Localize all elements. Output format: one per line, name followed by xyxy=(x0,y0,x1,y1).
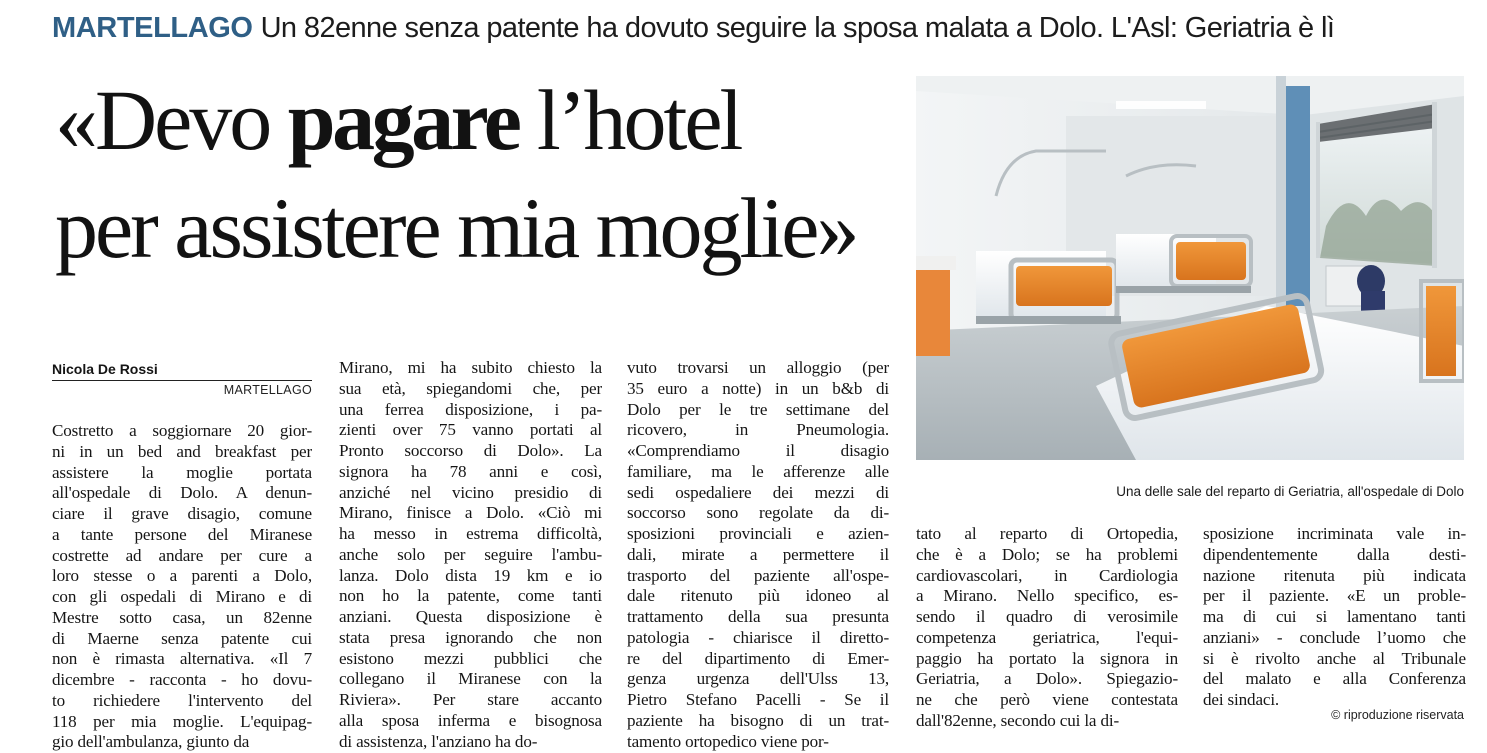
dateline: MARTELLAGO xyxy=(223,383,312,397)
headline-line-1 xyxy=(55,66,905,174)
article-column-5 xyxy=(1203,524,1466,711)
article-line: costrette ad andare per cure a xyxy=(52,545,312,565)
article-line: ricovero, in Pneumologia. xyxy=(627,420,889,440)
article-line: una ferrea disposizione, i pa- xyxy=(339,399,602,419)
article-line: anziché nel vicino presidio di xyxy=(339,482,602,502)
kicker-text: Un 82enne senza patente ha dovuto seguire la sposa malata a Dolo. L'Asl: Geriatria è lì xyxy=(260,12,1335,44)
article-line: a tante persone del Miranese xyxy=(52,524,312,544)
article-line: trattamento della sua presunta xyxy=(627,607,889,626)
article-line: Mirano, mi ha subito chiesto la xyxy=(339,358,602,377)
article-line: re del dipartimento di Emer- xyxy=(627,648,889,668)
headline-part: «Devo xyxy=(55,72,288,168)
article-line: collegano il Miranese con la xyxy=(339,669,602,689)
article-line: ne che però viene contestata xyxy=(916,690,1178,709)
article-line: paggio ha portato la signora in xyxy=(916,648,1178,668)
article-line: sendo il quadro di verosimile xyxy=(916,607,1178,626)
article-line: tamento ortopedico viene por- xyxy=(627,731,829,751)
article-line: Mirano, finisce a Dolo. «Ciò mi xyxy=(339,503,602,523)
article-line: dali, mirate a permettere il xyxy=(627,544,889,564)
article-line: soccorso sono regolate da di- xyxy=(627,503,889,523)
article-line: ciare il grave disagio, comune xyxy=(52,504,312,523)
article-line: non è rimasta alternativa. «Il 7 xyxy=(52,649,312,669)
article-line: sposizione incriminata vale in- xyxy=(1203,524,1466,543)
article-line: lanza. Dolo dista 19 km e io xyxy=(339,565,602,585)
article-line: nazione ritenuta più indicata xyxy=(1203,565,1466,585)
article-line: competenza geriatrica, l'equi- xyxy=(916,627,1178,647)
photo-caption: Una delle sale del reparto di Geriatria, all'ospedale di Dolo xyxy=(1116,484,1464,499)
article-line: paziente ha bisogno di un trat- xyxy=(627,710,889,730)
article-line: gio dell'ambulanza, giunto da xyxy=(52,732,250,752)
article-line: per il paziente. «E un proble- xyxy=(1203,586,1466,606)
article-headline xyxy=(55,66,905,282)
article-line: dall'82enne, secondo cui la di- xyxy=(916,710,1120,730)
article-line: loro stesse o a parenti a Dolo, xyxy=(52,566,312,586)
article-line: sua età, spiegandomi che, per xyxy=(339,378,602,398)
article-line: assistere la moglie portata xyxy=(52,462,312,482)
article-line: Dolo per le tre settimane del xyxy=(627,399,889,419)
article-line: signora ha 78 anni e così, xyxy=(339,461,602,481)
article-line: 35 euro a notte) in un b&b di xyxy=(627,378,889,398)
article-line: Costretto a soggiornare 20 gior- xyxy=(52,421,312,440)
article-line: di assistenza, l'anziano ha do- xyxy=(339,731,538,751)
headline-part: l’hotel xyxy=(518,72,741,168)
article-line: Pietro Stefano Pacelli - Se il xyxy=(627,690,889,709)
article-column-4 xyxy=(916,524,1178,732)
article-line: familiare, ma le afferenze alle xyxy=(627,461,889,481)
article-line: vuto trovarsi un alloggio (per xyxy=(627,358,889,377)
article-line: che è a Dolo; se ha problemi xyxy=(916,544,1178,564)
article-line: anche solo per seguire l'ambu- xyxy=(339,544,602,564)
article-line: anziani» - conclude l’uomo che xyxy=(1203,627,1466,647)
article-line: trasporto del paziente all'ospe- xyxy=(627,565,889,585)
article-line: zienti over 75 vanno portati al xyxy=(339,420,602,440)
article-line: all'ospedale di Dolo. A denun- xyxy=(52,483,312,503)
article-line: stata presa ignorando che non xyxy=(339,627,602,647)
article-column-2 xyxy=(339,358,602,752)
article-line: dale ritenuto più idoneo al xyxy=(627,586,889,606)
article-line: dicembre - racconta - ho dovu- xyxy=(52,670,312,689)
article-line: to richiedere l'intervento del xyxy=(52,690,312,710)
article-line: patologia - chiarisce il diretto- xyxy=(627,627,889,647)
article-line: esistono mezzi pubblici che xyxy=(339,648,602,668)
article-line: «Comprendiamo il disagio xyxy=(627,441,889,460)
copyright-notice: © riproduzione riservata xyxy=(1331,708,1464,722)
headline-line-2: per assistere mia moglie» xyxy=(55,180,857,276)
hospital-ward-illustration xyxy=(916,76,1464,460)
article-line: dei sindaci. xyxy=(1203,690,1280,709)
article-line: sedi ospedaliere dei mezzi di xyxy=(627,482,889,502)
article-line: ha messo in estrema difficoltà, xyxy=(339,524,602,543)
article-line: tato al reparto di Ortopedia, xyxy=(916,524,1178,543)
article-line: ma di cui si lamentano tanti xyxy=(1203,607,1466,626)
article-line: ni in un bed and breakfast per xyxy=(52,441,312,461)
article-line: Pronto soccorso di Dolo». La xyxy=(339,441,602,460)
article-line: si è rivolto anche al Tribunale xyxy=(1203,648,1466,668)
article-line: cardiovascolari, in Cardiologia xyxy=(916,565,1178,585)
article-line: sposizioni provinciali e azien- xyxy=(627,524,889,543)
article-line: dipendentemente dalla desti- xyxy=(1203,544,1466,564)
article-line: 118 per mia moglie. L'equipag- xyxy=(52,711,312,731)
article-column-3 xyxy=(627,358,889,752)
article-line: non ho la patente, come tanti xyxy=(339,586,602,606)
article-line: alla sposa inferma e bisognosa xyxy=(339,710,602,730)
kicker-location: MARTELLAGO xyxy=(52,12,253,44)
article-line: Riviera». Per stare accanto xyxy=(339,690,602,709)
article-line: con gli ospedali di Mirano e di xyxy=(52,587,312,606)
article-line: Geriatria, a Dolo». Spiegazio- xyxy=(916,669,1178,689)
byline-author: Nicola De Rossi xyxy=(52,360,312,381)
article-line: Mestre sotto casa, un 82enne xyxy=(52,607,312,627)
hospital-ward-photo xyxy=(916,76,1464,460)
headline-bold-word: pagare xyxy=(287,72,519,168)
article-line: a Mirano. Nello specifico, es- xyxy=(916,586,1178,606)
article-kicker xyxy=(52,8,1472,48)
article-line: del malato e alla Conferenza xyxy=(1203,669,1466,689)
article-line: anziani. Questa disposizione è xyxy=(339,607,602,626)
article-line: di Maerne senza patente cui xyxy=(52,628,312,648)
article-line: genza urgenza dell'Ulss 13, xyxy=(627,669,889,689)
article-column-1 xyxy=(52,421,312,753)
